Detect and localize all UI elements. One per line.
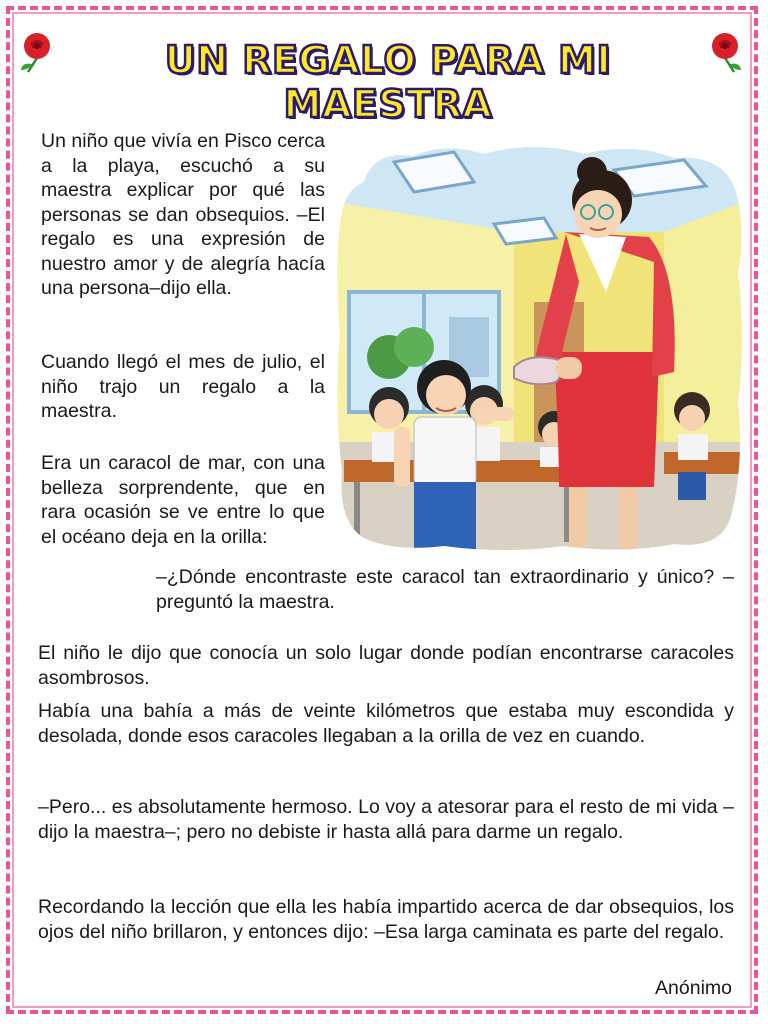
author-credit: Anónimo: [655, 977, 732, 999]
story-paragraph-3: Era un caracol de mar, con una belleza sorprendente, que en rara ocasión se ve entre lo que el océano deja en la orilla:: [41, 452, 325, 548]
story-paragraph-2: Cuando llegó el mes de julio, el niño trajo un regalo a la maestra.: [41, 351, 325, 422]
story-paragraph-8: Recordando la lección que ella les había impartido acerca de dar obsequios, los ojos del niño brillaron, y entonces dijo: –Esa larga caminata es parte del regalo.: [38, 896, 734, 943]
classroom-illustration: [334, 142, 744, 554]
rose-icon: [18, 30, 56, 74]
story-paragraph-5: El niño le dijo que conocía un solo lugar donde podían encontrarse caracoles asombrosos.: [38, 642, 734, 689]
story-paragraph-1: Un niño que vivía en Pisco cerca a la playa, escuchó a su maestra explicar por qué las personas se dan obsequios. –El regalo es una expresión de nuestro amor y de alegría hacía una persona–dijo ella.: [41, 130, 325, 299]
page-title: UN REGALO PARA MI MAESTRA: [164, 38, 612, 126]
story-paragraph-4: –¿Dónde encontraste este caracol tan extraordinario y único? –preguntó la maestra.: [156, 566, 734, 613]
story-paragraph-6: Había una bahía a más de veinte kilómetros que estaba muy escondida y desolada, donde esos caracoles llegaban a la orilla de vez en cuando.: [38, 700, 734, 747]
story-paragraph-7: –Pero... es absolutamente hermoso. Lo voy a atesorar para el resto de mi vida –dijo la maestra–; pero no debiste ir hasta allá para darme un regalo.: [38, 796, 734, 843]
